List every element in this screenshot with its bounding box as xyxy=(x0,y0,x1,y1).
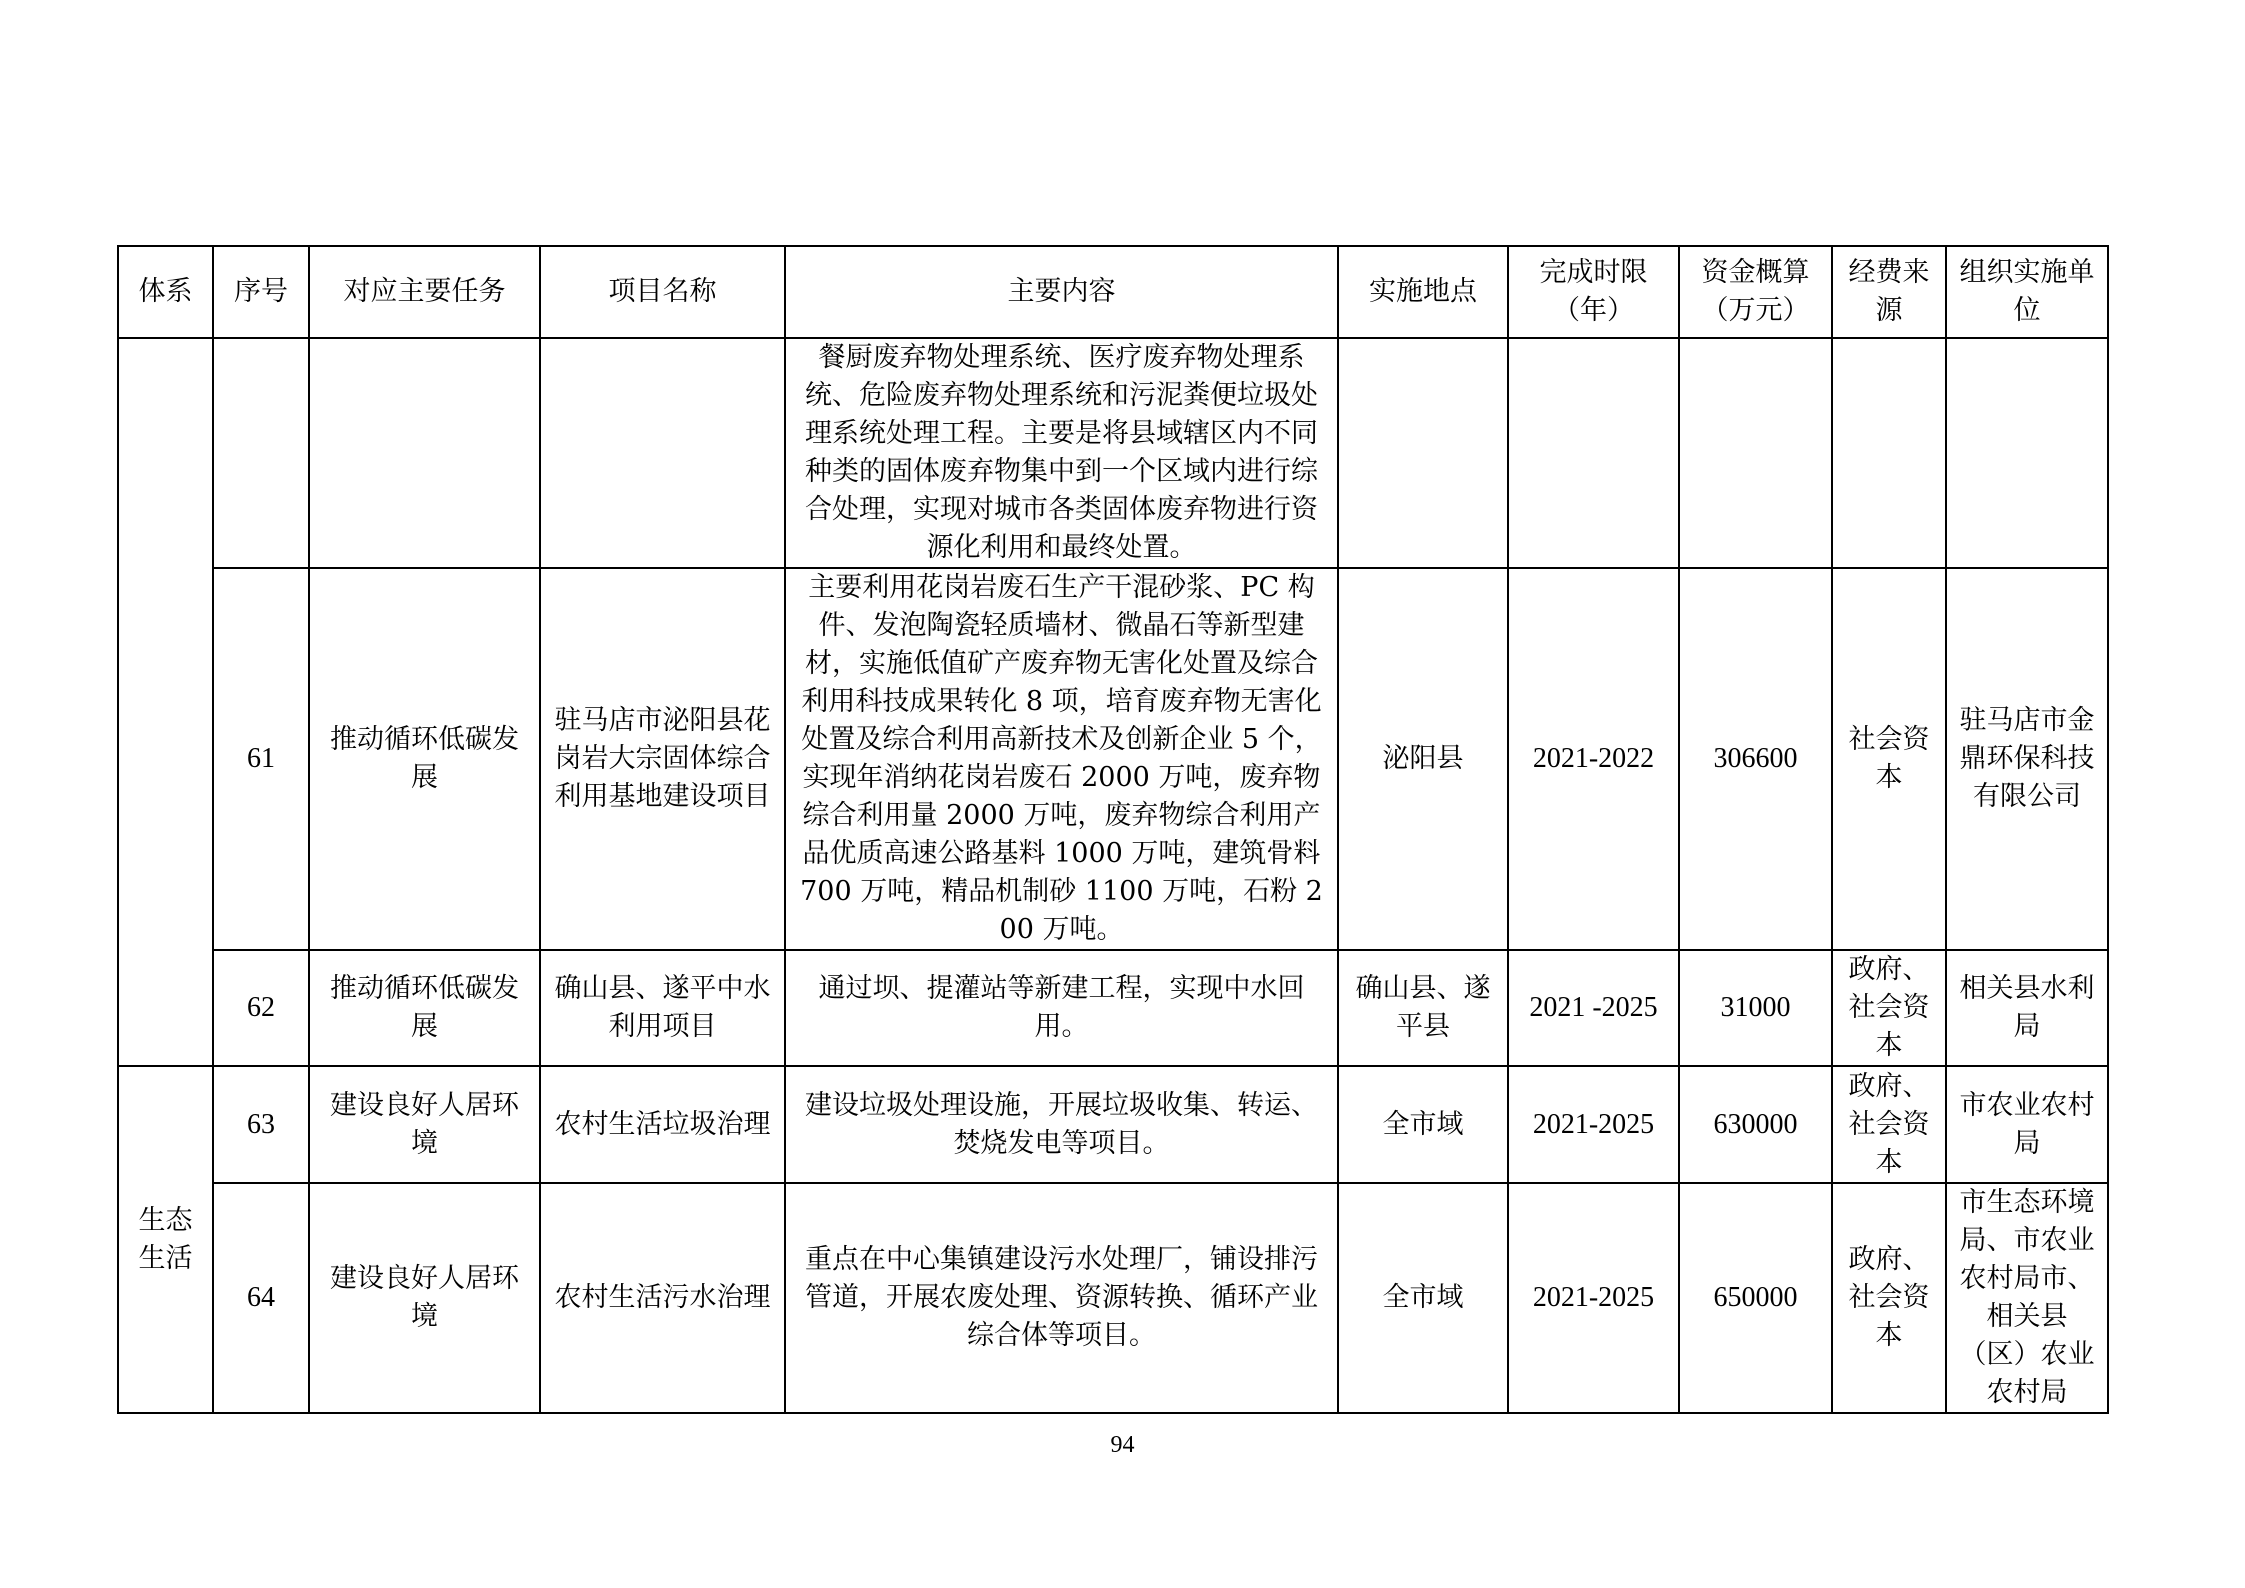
unit-cell: 市农业农村局 xyxy=(1946,1066,2108,1183)
funds-cell: 31000 xyxy=(1679,950,1832,1066)
location-cell xyxy=(1338,338,1508,568)
content-cell: 主要利用花岗岩废石生产干混砂浆、PC 构件、发泡陶瓷轻质墙材、微晶石等新型建材，实施低值矿产废弃物无害化处置及综合利用科技成果转化 8 项，培育废弃物无害化处置及综合利用高新技术及创新企业 5 个，实现年消纳花岗岩废石 2000 万吨，废弃物综合利用量 2000 万吨，废弃物综合利用产品优质高速公路基料 1000 万吨，建筑骨料 700 万吨，精品机制砂 1100 万吨，石粉 200 万吨。 xyxy=(785,568,1338,950)
source-cell xyxy=(1832,338,1946,568)
content-cell: 餐厨废弃物处理系统、医疗废弃物处理系统、危险废弃物处理系统和污泥粪便垃圾处理系统处理工程。主要是将县域辖区内不同种类的固体废弃物集中到一个区域内进行综合处理，实现对城市各类固体废弃物进行资源化利用和最终处置。 xyxy=(785,338,1338,568)
project-cell: 农村生活垃圾治理 xyxy=(540,1066,785,1183)
unit-cell: 相关县水利局 xyxy=(1946,950,2108,1066)
deadline-cell: 2021 -2025 xyxy=(1508,950,1679,1066)
task-cell: 推动循环低碳发展 xyxy=(309,568,540,950)
location-cell: 泌阳县 xyxy=(1338,568,1508,950)
table-row xyxy=(118,1066,2108,1183)
header-index: 序号 xyxy=(213,246,309,338)
project-cell: 驻马店市泌阳县花岗岩大宗固体综合利用基地建设项目 xyxy=(540,568,785,950)
page-number: 94 xyxy=(1110,1432,1135,1458)
header-content: 主要内容 xyxy=(785,246,1338,338)
content-cell: 建设垃圾处理设施，开展垃圾收集、转运、焚烧发电等项目。 xyxy=(785,1066,1338,1183)
task-cell xyxy=(309,338,540,568)
system-cell: 生态生活 xyxy=(118,1066,213,1413)
index-cell xyxy=(213,338,309,568)
index-cell: 64 xyxy=(213,1183,309,1413)
funds-cell xyxy=(1679,338,1832,568)
table-row xyxy=(118,338,2108,568)
content-cell: 重点在中心集镇建设污水处理厂，铺设排污管道，开展农废处理、资源转换、循环产业综合体等项目。 xyxy=(785,1183,1338,1413)
header-task: 对应主要任务 xyxy=(309,246,540,338)
deadline-cell xyxy=(1508,338,1679,568)
project-cell: 确山县、遂平中水利用项目 xyxy=(540,950,785,1066)
location-cell: 全市域 xyxy=(1338,1183,1508,1413)
funds-cell: 630000 xyxy=(1679,1066,1832,1183)
task-cell: 建设良好人居环境 xyxy=(309,1066,540,1183)
unit-cell: 市生态环境局、市农业农村局市、相关县（区）农业农村局 xyxy=(1946,1183,2108,1413)
task-cell: 推动循环低碳发展 xyxy=(309,950,540,1066)
system-cell xyxy=(118,338,213,1066)
header-location: 实施地点 xyxy=(1338,246,1508,338)
header-unit: 组织实施单位 xyxy=(1946,246,2108,338)
source-cell: 政府、社会资本 xyxy=(1832,1066,1946,1183)
table-row xyxy=(118,568,2108,950)
location-cell: 确山县、遂平县 xyxy=(1338,950,1508,1066)
unit-cell xyxy=(1946,338,2108,568)
funds-cell: 306600 xyxy=(1679,568,1832,950)
content-cell: 通过坝、提灌站等新建工程，实现中水回用。 xyxy=(785,950,1338,1066)
project-table xyxy=(117,245,2109,1414)
funds-cell: 650000 xyxy=(1679,1183,1832,1413)
source-cell: 政府、社会资本 xyxy=(1832,950,1946,1066)
header-system: 体系 xyxy=(118,246,213,338)
project-cell: 农村生活污水治理 xyxy=(540,1183,785,1413)
project-cell xyxy=(540,338,785,568)
index-cell: 61 xyxy=(213,568,309,950)
table-row xyxy=(118,1183,2108,1413)
task-cell: 建设良好人居环境 xyxy=(309,1183,540,1413)
index-cell: 62 xyxy=(213,950,309,1066)
location-cell: 全市域 xyxy=(1338,1066,1508,1183)
index-cell: 63 xyxy=(213,1066,309,1183)
header-funds: 资金概算（万元） xyxy=(1679,246,1832,338)
table-row xyxy=(118,950,2108,1066)
deadline-cell: 2021-2025 xyxy=(1508,1066,1679,1183)
deadline-cell: 2021-2025 xyxy=(1508,1183,1679,1413)
source-cell: 政府、社会资本 xyxy=(1832,1183,1946,1413)
header-deadline: 完成时限（年） xyxy=(1508,246,1679,338)
header-source: 经费来源 xyxy=(1832,246,1946,338)
unit-cell: 驻马店市金鼎环保科技有限公司 xyxy=(1946,568,2108,950)
header-row xyxy=(118,246,2108,338)
header-project: 项目名称 xyxy=(540,246,785,338)
source-cell: 社会资本 xyxy=(1832,568,1946,950)
deadline-cell: 2021-2022 xyxy=(1508,568,1679,950)
